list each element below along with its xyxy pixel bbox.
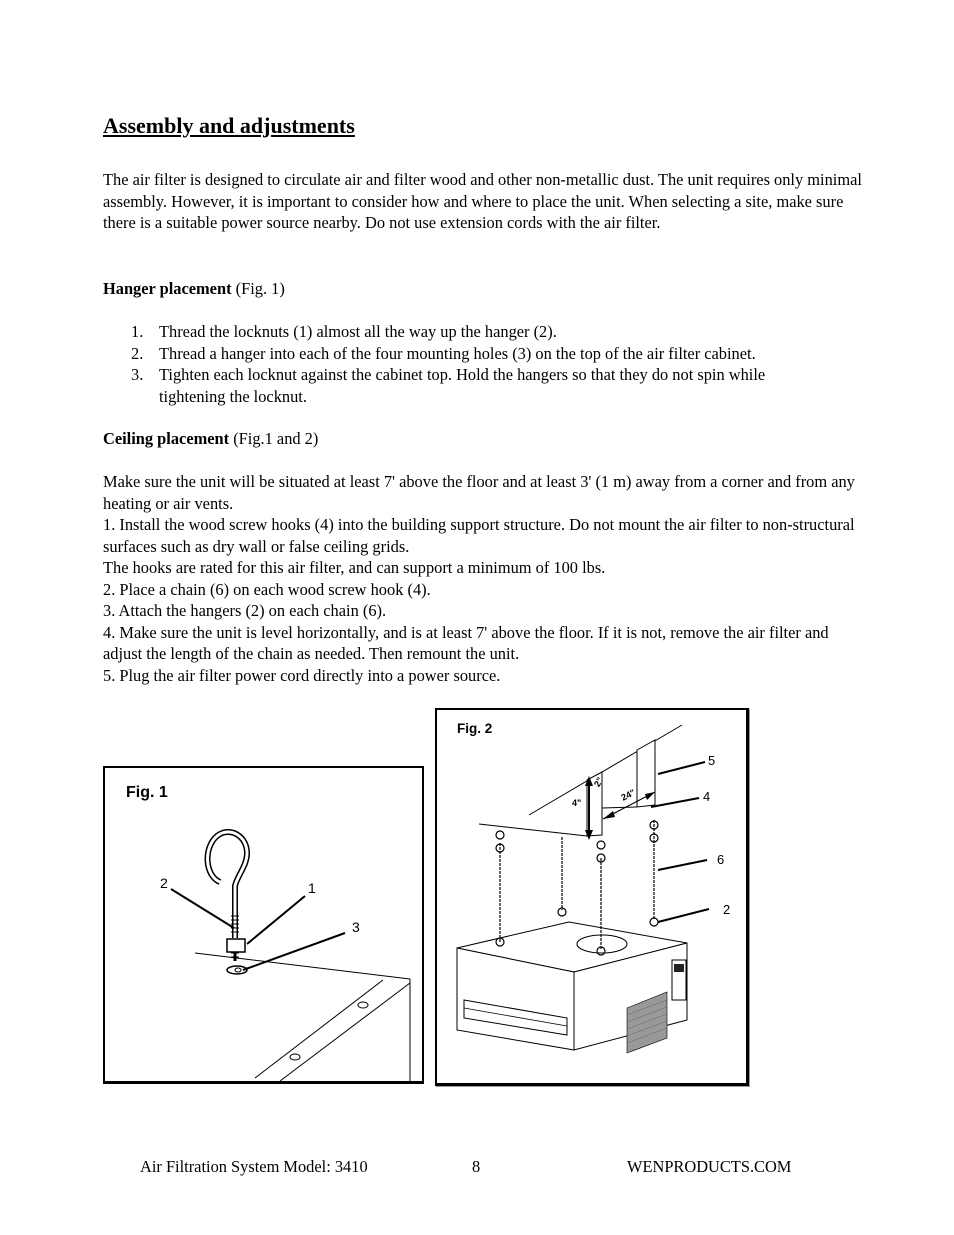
footer-model: Air Filtration System Model: 3410 bbox=[140, 1157, 368, 1176]
dimension-spacing: 24" bbox=[619, 787, 637, 803]
ceiling-line: 5. Plug the air filter power cord directly into a power source. bbox=[103, 665, 501, 685]
callout-3-mounting-hole: 3 bbox=[352, 919, 360, 935]
list-number: 1. bbox=[131, 322, 144, 341]
ceiling-line: 2. Place a chain (6) on each wood screw hook (4). bbox=[103, 579, 431, 599]
list-item bbox=[103, 364, 863, 407]
ceiling-line: 3. Attach the hangers (2) on each chain (6). bbox=[103, 601, 387, 620]
list-item bbox=[103, 321, 863, 343]
ceiling-mount-illustration bbox=[437, 710, 746, 1083]
footer-website: WENPRODUCTS.COM bbox=[627, 1157, 792, 1176]
ceiling-line: 4. Make sure the unit is level horizontally, and is at least 7' above the floor. If it is not, remove the air filter and adjust the length of the chain as needed. Then remount the unit. bbox=[103, 622, 829, 663]
ceiling-instructions bbox=[103, 471, 858, 686]
ceiling-placement-title: Ceiling placement bbox=[103, 429, 230, 448]
hanger-steps-list bbox=[103, 321, 863, 407]
list-text: Thread a hanger into each of the four mounting holes (3) on the top of the air filter cabinet. bbox=[159, 343, 756, 363]
page-heading: Assembly and adjustments bbox=[103, 113, 355, 138]
figure-1 bbox=[103, 766, 424, 1084]
dimension-height: 4" bbox=[572, 798, 582, 808]
figure-2 bbox=[435, 708, 749, 1086]
ceiling-placement-ref: (Fig.1 and 2) bbox=[229, 429, 319, 448]
hanger-placement-heading bbox=[103, 278, 863, 300]
list-item bbox=[103, 343, 863, 365]
list-text: Tighten each locknut against the cabinet top. Hold the hangers so that they do not spin while tightening the locknut. bbox=[159, 365, 766, 406]
list-number: 3. bbox=[131, 365, 144, 384]
callout-5-joist: 5 bbox=[708, 753, 716, 768]
hanger-placement-title: Hanger placement bbox=[103, 279, 232, 298]
list-number: 2. bbox=[131, 343, 144, 363]
ceiling-line: Make sure the unit will be situated at least 7' above the floor and at least 3' (1 m) away from a corner and from any heating or air vents. bbox=[103, 472, 855, 513]
dimension-offset: 2" bbox=[591, 775, 606, 789]
hanger-placement-ref: (Fig. 1) bbox=[231, 279, 285, 298]
intro-paragraph: The air filter is designed to circulate air and filter wood and other non-metallic dust. The unit requires only minimal assembly. However, it is important to consider how and where to place the unit. When selecting a site, make sure there is a suitable power source nearby. Do not use extension cords with the air filter. bbox=[103, 170, 862, 232]
hook-assembly-illustration bbox=[105, 768, 422, 1081]
callout-2-hanger: 2 bbox=[723, 902, 731, 917]
ceiling-placement-heading bbox=[103, 428, 863, 450]
page-number: 8 bbox=[472, 1157, 481, 1176]
ceiling-line: The hooks are rated for this air filter, and can support a minimum of 100 lbs. bbox=[103, 558, 606, 577]
callout-4-screw-hook: 4 bbox=[703, 789, 711, 804]
figure-2-label: Fig. 2 bbox=[457, 721, 493, 736]
callout-1-locknut: 1 bbox=[308, 880, 316, 896]
figure-1-label: Fig. 1 bbox=[126, 784, 168, 801]
list-text: Thread the locknuts (1) almost all the way up the hanger (2). bbox=[159, 322, 557, 341]
callout-2-hanger: 2 bbox=[160, 875, 168, 891]
callout-6-chain: 6 bbox=[717, 852, 725, 867]
ceiling-line: 1. Install the wood screw hooks (4) into the building support structure. Do not mount the air filter to non-structural surfaces such as dry wall or false ceiling grids. bbox=[103, 515, 855, 556]
